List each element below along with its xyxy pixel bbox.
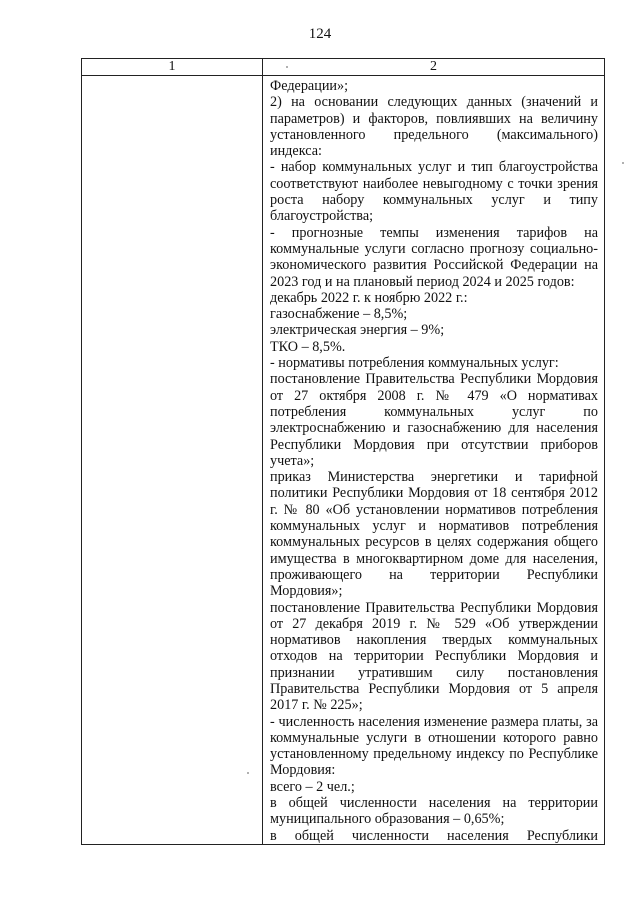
scan-speck [286, 66, 288, 68]
paragraph: - численность населения изменение размера платы, за коммунальные услуги в отношении которого равно установленному предельному индексу по Республике Мордовия: [270, 713, 598, 779]
paragraph: в общей численности населения Республики [270, 827, 598, 844]
paragraph: газоснабжение – 8,5%; [270, 306, 408, 323]
paragraph: 2) на основании следующих данных (значений и параметров) и факторов, повлиявших на величину установленного предельного (максимального) индекса: [270, 94, 598, 160]
paragraph: - набор коммунальных услуг и тип благоустройства соответствуют наиболее невыгодному с точки зрения роста набору коммунальных услуг и типу благоустройства; [270, 159, 598, 225]
paragraph: декабрь 2022 г. к ноябрю 2022 г.: [270, 289, 468, 306]
paragraph: в общей численности населения на территории муниципального образования – 0,65%; [270, 795, 598, 828]
paragraph: постановление Правительства Республики Мордовия от 27 декабря 2019 г. № 529 «Об утверждении нормативов накопления твердых коммунальных отходов на территории Республики Мордовия и признании утратившим силу постановления Правительства Республики Мордовия от 5 апреля 2017 г. № 225»; [270, 599, 598, 714]
scan-speck [622, 162, 624, 164]
column-1-header: 1 [82, 59, 263, 76]
paragraph: всего – 2 чел.; [270, 778, 355, 795]
scan-speck [247, 772, 249, 774]
table-header-row [82, 59, 605, 76]
paragraph: - нормативы потребления коммунальных услуг: [270, 355, 559, 372]
table-body-row [82, 76, 605, 845]
page-number: 124 [308, 26, 332, 42]
paragraph: приказ Министерства энергетики и тарифной политики Республики Мордовия от 18 сентября 2012 г. № 80 «Об установлении нормативов потребления коммунальных услуг и нормативов потребления коммунальных ресурсов в целях содержания общего имущества в многоквартирном доме для населения, проживающего на территории Республики Мордовия»; [270, 469, 598, 600]
paragraph: ТКО – 8,5%. [270, 338, 346, 355]
document-table [81, 58, 605, 845]
column-2-text [263, 76, 604, 844]
paragraph: - прогнозные темпы изменения тарифов на коммунальные услуги согласно прогнозу социально-экономического развития Российской Федерации на 2023 год и на плановый период 2024 и 2025 годов: [270, 224, 598, 290]
column-2-cell [263, 76, 605, 845]
paragraph: постановление Правительства Республики Мордовия от 27 октября 2008 г. № 479 «О нормативах потребления коммунальных услуг по электроснабжению и газоснабжению для населения Республики Мордовия при отсутствии приборов учета»; [270, 371, 598, 469]
column-1-cell [82, 76, 263, 845]
paragraph: электрическая энергия – 9%; [270, 322, 445, 339]
paragraph: Федерации»; [270, 78, 349, 94]
column-2-header: 2 [263, 59, 605, 76]
